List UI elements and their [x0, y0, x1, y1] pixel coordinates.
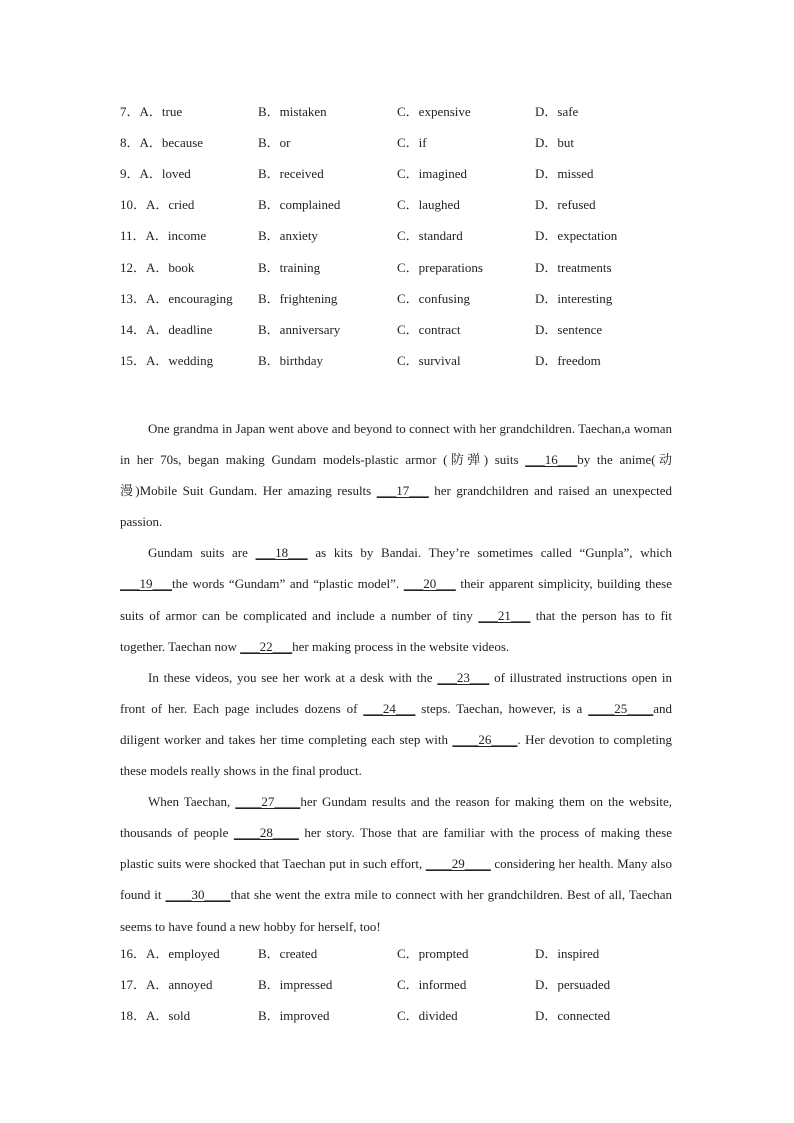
question-row-10: [120, 195, 680, 215]
option-d: D．refused: [535, 197, 596, 212]
option-c: C．informed: [397, 977, 467, 992]
question-number: 10．: [120, 197, 147, 212]
option-a: A．cried: [146, 197, 195, 212]
paragraph-4: When Taechan, ____27____her Gundam results and the reason for making them on the website, thousands of people ____28____ her story. Those that are familiar with the process of making these plastic suits were shocked that Taechan put in such effort, ____29____ considering her health. Many also found it ____30____that she went the extra mile to connect with her grandchildren. Best of all, Taechan seems to have found a new hobby for herself, too!: [120, 794, 672, 934]
option-d: D．sentence: [535, 322, 603, 337]
question-row-8: [120, 133, 680, 153]
option-b: B．training: [258, 260, 321, 275]
option-a: A．encouraging: [146, 291, 233, 306]
blank-25: ____25____: [588, 700, 654, 716]
option-c: C．if: [397, 135, 427, 150]
blank-22: ___22___: [240, 638, 293, 654]
blank-27: ____27____: [235, 794, 301, 810]
question-row-12: [120, 258, 680, 278]
option-d: D．connected: [535, 1008, 611, 1023]
option-c: C．confusing: [397, 291, 470, 306]
question-number: 16．: [120, 946, 147, 961]
option-b: B．anniversary: [258, 322, 341, 337]
option-a: A．book: [146, 260, 195, 275]
option-d: D．but: [535, 135, 575, 150]
option-d: D．interesting: [535, 291, 613, 306]
option-a: A．employed: [146, 946, 220, 961]
option-d: D．expectation: [535, 228, 618, 243]
option-b: B．impressed: [258, 977, 333, 992]
option-b: B．frightening: [258, 291, 338, 306]
option-a: A．income: [145, 228, 207, 243]
option-c: C．contract: [397, 322, 461, 337]
blank-30: ____30____: [165, 887, 231, 903]
paragraph-3: In these videos, you see her work at a desk with the ___23___ of illustrated instructions open in front of her. Each page includes dozens of ___24___ steps. Taechan, however, is a ____25____and diligent worker and takes her time completing each step with ____26____. Her devotion to completing these models really shows in the final product.: [120, 669, 672, 779]
option-a: A．sold: [146, 1008, 191, 1023]
question-number: 14．: [120, 322, 147, 337]
option-a: A．annoyed: [146, 977, 213, 992]
option-a: A．true: [139, 104, 183, 119]
option-d: D．persuaded: [535, 977, 611, 992]
question-number: 15．: [120, 353, 147, 368]
question-number: 18．: [120, 1008, 147, 1023]
option-b: B．complained: [258, 197, 341, 212]
blank-23: ___23___: [437, 669, 490, 685]
option-c: C．laughed: [397, 197, 460, 212]
blank-20: ___20___: [403, 576, 456, 592]
paragraph-2: Gundam suits are ___18___ as kits by Bandai. They’re sometimes called “Gunpla”, which ___19___the words “Gundam” and “plastic model”. ___20___ their apparent simplicity, building these suits of armor can be complicated and include a number of tiny ___21___ that the person has to fit together. Taechan now ___22___her making process in the website videos.: [120, 545, 673, 654]
blank-19: ___19___: [120, 576, 172, 592]
question-row-15: [120, 351, 680, 371]
blank-17: ___17___: [376, 483, 429, 499]
option-b: B．mistaken: [258, 104, 327, 119]
option-c: C．divided: [397, 1008, 458, 1023]
question-row-9: [120, 164, 680, 184]
blank-29: ____29____: [425, 856, 491, 872]
question-row-16: [120, 944, 680, 964]
option-d: D．treatments: [535, 260, 612, 275]
question-row-13: [120, 289, 680, 309]
question-number: 13．: [120, 291, 147, 306]
option-a: A．because: [139, 135, 204, 150]
option-c: C．survival: [397, 353, 461, 368]
blank-24: ___24___: [363, 700, 416, 716]
question-row-7: [120, 102, 680, 122]
question-number: 8．: [120, 135, 140, 150]
blank-26: ____26____: [452, 731, 518, 747]
question-row-18: [120, 1006, 680, 1026]
option-d: D．missed: [535, 166, 594, 181]
option-d: D．inspired: [535, 946, 600, 961]
question-row-17: [120, 975, 680, 995]
option-a: A．deadline: [146, 322, 213, 337]
question-number: 9．: [120, 166, 140, 181]
option-b: B．anxiety: [258, 228, 318, 243]
option-b: B．improved: [258, 1008, 330, 1023]
option-b: B．created: [258, 946, 318, 961]
option-d: D．freedom: [535, 353, 601, 368]
option-a: A．loved: [139, 166, 191, 181]
option-b: B．received: [258, 166, 324, 181]
option-c: C．preparations: [397, 260, 483, 275]
option-c: C．imagined: [397, 166, 468, 181]
option-b: B．birthday: [258, 353, 323, 368]
blank-16: ___16___: [525, 452, 578, 468]
blank-28: ____28____: [233, 825, 299, 841]
option-d: D．safe: [535, 104, 579, 119]
question-number: 7．: [120, 104, 140, 119]
question-number: 12．: [120, 260, 147, 275]
cloze-passage: [120, 413, 672, 942]
question-row-11: [120, 226, 680, 246]
question-row-14: [120, 320, 680, 340]
option-c: C．expensive: [397, 104, 471, 119]
question-number: 17．: [120, 977, 147, 992]
paragraph-1: One grandma in Japan went above and beyond to connect with her grandchildren. Taechan,a woman in her 70s, began making Gundam models-plastic armor (防弹) suits ___16___by the anime(动漫)Mobile Suit Gundam. Her amazing results ___17___ her grandchildren and raised an unexpected passion.: [120, 421, 672, 530]
option-a: A．wedding: [146, 353, 214, 368]
option-c: C．prompted: [397, 946, 469, 961]
option-b: B．or: [258, 135, 291, 150]
option-c: C．standard: [397, 228, 463, 243]
question-number: 11．: [120, 228, 146, 243]
blank-21: ___21___: [478, 607, 531, 623]
blank-18: ___18___: [255, 545, 308, 561]
